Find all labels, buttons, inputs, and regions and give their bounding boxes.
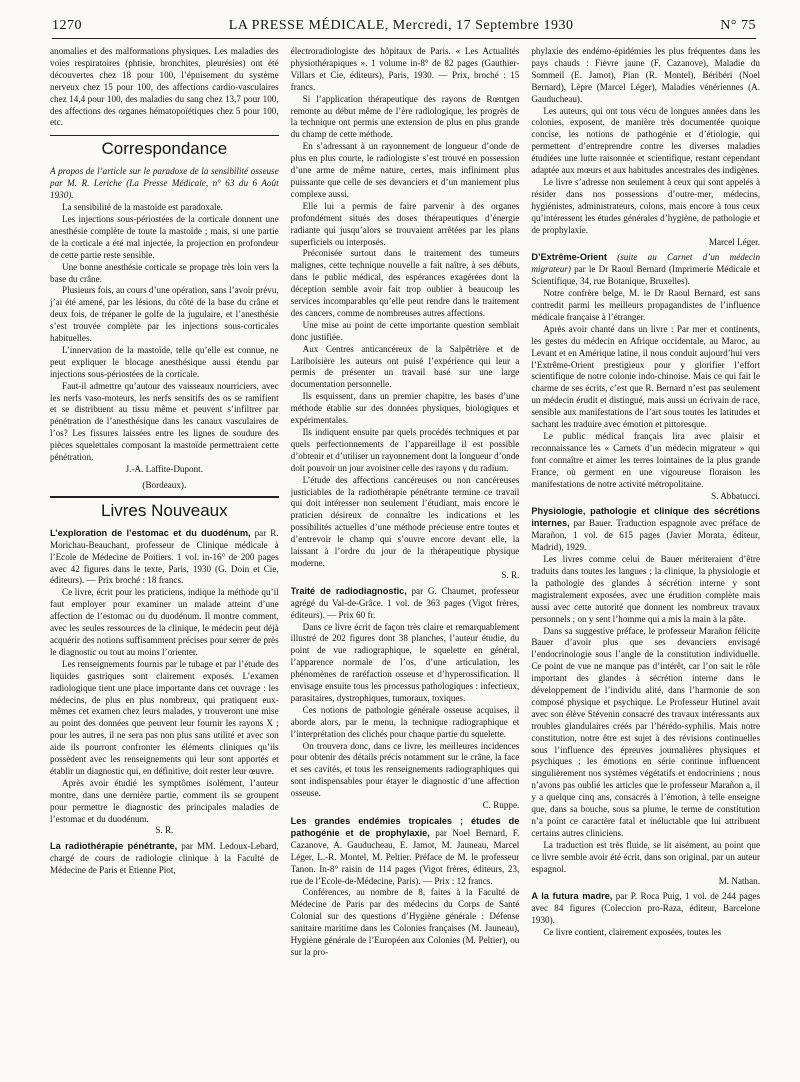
book-title: Physiologie, pathologie et clinique des sécrétions internes, xyxy=(531,506,760,529)
review-paragraph: Ces notions de pathologie générale osseuse acquises, il aborde alors, par le menu, la technique radiographique et l’interprétation des clichés pour chaque partie du squelette. xyxy=(290,704,520,739)
review-signature: S. R. xyxy=(501,569,520,580)
review-signature: S. R. xyxy=(155,825,174,836)
review-paragraph: On trouvera donc, dans ce livre, les meilleures incidences pour obtenir des détails précis notamment sur le crâne, la face et ses cavités, et tous les renseignements radiographiques qui sont indispensables pour étayer le diagnostic d’une affection osseuse. xyxy=(290,740,520,799)
review-paragraph: Dans sa suggestive préface, le professeur Marañon félicite Bauer d’avoir plus que ses devanciers envisagé l’endocrinologie sous l’angle de la constitution individuelle. Ce point de vue ne manque pas d’intérêt, car l’on sait le rôle important des glandes à sécrétion interne dans le développement de l’individu alité, dans l’harmonie de son composé physique et psychique. Le Professeur Hutinel avait avec son élève Stévenin consacré des travaux intéressants aux troubles glandulaires créés par l’hérédo-syphilis. Mais notre constitution, notre être est sujet à des révisions continuelles sous l’influence des épreuves journalières physiques et psychiques ; les émotions en série continue influencent singulièrement nos systèmes végétatifs et endocriniens ; nous n’avons pas oublié les articles que le professeur Marañon a, il y a quelque cinq ans, consacrés à l’émotion, à telle enseigne que, dans sa bouche, sous sa plume, le terme de constitution n’a point ce caractère fatal et inéluctable que lui attribuent certains autres cliniciens. xyxy=(531,625,760,838)
correspondance-paragraph: Les injections sous-périostées de la corticale donnent une anesthésie complète de toute la mastoïde ; mais, si une partie de la corticale a été mal injectée, la projection en profondeur de cette partie reste sensible. xyxy=(50,213,279,260)
review-paragraph: Le livre s’adresse non seulement à ceux qui sont appelés à résider dans nos possessions d’outre-mer, médecins, hygiénistes, administrateurs, colons, mais encore à tous ceux qu’intéressent les études générales d’hygiène, de pathologie et de prophylaxie. xyxy=(531,176,760,235)
review-paragraph: Les renseignements fournis par le tubage et par l’étude des liquides gastriques sont clairement exposés. L’examen radiologique tient une place importante dans cet ouvrage : les médecins, de plus en plus nombreux, qui pratiquent eux-mêmes cet examen chez leurs malades, y trouveront une mise au point des données que peuvent leur fournir les rayons X ; pour les autres, il ne sera pas non plus sans utilité et avec son aide ils pourront confronter les éléments cliniques qu’ils possèdent avec les renseignements qui leur sont apportés et établir un diagnostic qui, en définitive, doit rester leur œuvre. xyxy=(50,658,279,776)
book-biblio: par Noel Bernard, F. Cazanove, A. Gauducheau, E. Jamot, M. Jauneau, Marcel Léger, L.-R. Montel, M. Peltier. Préface de M. le professeur Tanon. In-8° raisin de 114 pages (Vigot frères, éditeurs, 23, rue de l’Ecole-de-Médecine, Paris). — Prix : 12 francs. xyxy=(290,827,520,886)
book-biblio: par R. Morichau-Beauchant, professeur de Clinique médicale à l’Ecole de Médecine de Poitiers. 1 vol. in-16° de 200 pages avec 42 figures dans le texte, Paris, 1930 (G. Doin et Cie, éditeurs). — Prix broché : 18 francs. xyxy=(50,527,279,586)
book-biblio: par MM. Ledoux-Lebard, chargé de cours de radiologie clinique à la Faculté de Médecine de Paris et Etienne Piot, xyxy=(50,841,279,876)
review-paragraph: Ce livre, écrit pour les praticiens, indique la méthode qu’il faut employer pour examiner un malade atteint d’une affection de l’estomac ou du duodénum. Il montre comment, avec les seules ressources de la clinique, le médecin peut déjà acquérir des notions suffisamment précises pour serrer de près le diagnostic ou tout au moins l’orienter. xyxy=(50,587,279,657)
book-entry xyxy=(291,586,520,622)
review-paragraph: Les livres comme celui de Bauer mériteraient d’être traduits dans toutes les langues ; la clinique, la physiologie et la pathologie des glandes à sécrétion interne y sont magistralement exposées, avec une érudition complète mais aussi avec cette autorité que donnent les nombreux travaux personnels ; on y sent l’homme qui a mis la main à la pâte. xyxy=(531,554,760,624)
correspondance-signature: J.-A. Laffite-Dupont. xyxy=(125,464,204,474)
correspondance-paragraph: Plusieurs fois, au cours d’une opération, sans l’avoir prévu, j’ai été amené, par les lésions, du côté de la base du crâne et deux fois, de trépaner le golfe de la jugulaire, et l’anesthésie s’est trouvée complète par les injections sous-corticales habituelles. xyxy=(50,285,279,344)
review-signature: M. Nathan. xyxy=(718,875,760,886)
review-paragraph: Notre confrère belge, M. le Dr Raoul Bernard, est sans contredit parmi les meilleurs propagandistes de l’influence médicale française à l’étranger. xyxy=(531,288,760,322)
page-number: 1270 xyxy=(52,18,82,33)
continued-text: électroradiologiste des hôpitaux de Paris. « Les Actualités physiothérapiques ». 1 volume in-8° de 82 pages (Gauthier-Villars et Cie, éditeurs), Paris, 1930. — Prix, broché : 15 francs. xyxy=(290,46,520,92)
book-title: A la futura madre, xyxy=(531,891,613,902)
divider xyxy=(50,135,279,136)
book-biblio: par le Dr Raoul Bernard (Imprimerie Médicale et Scientifique, 34, rue Botanique, Bruxelles). xyxy=(531,264,760,287)
livres-heading: Livres Nouveaux xyxy=(101,500,228,520)
review-paragraph: Si l’application thérapeutique des rayons de Rœntgen remonte au début même de l’ère radiologique, les progrès de la technique ont permis une extension de plus en plus grande du champ de cette méthode. xyxy=(290,93,520,140)
correspondance-paragraph: Faut-il admettre qu’autour des vaisseaux nourriciers, avec les nerfs vaso-moteurs, les nerfs sensitifs des os se ramifient et se distribuent au tissu même et peuvent s’infiltrer par pénétration de l’anesthésique dans les canaux vasculaires de l’os? Les fissures laissées entre les lignes de soudure des pièces squelettales composant la mastoïde permettraient cette pénétration. xyxy=(50,380,279,463)
book-entry xyxy=(291,816,520,887)
review-paragraph: Une mise au point de cette importante question semblait donc justifiée. xyxy=(290,319,520,342)
correspondance-place: (Bordeaux). xyxy=(142,479,187,490)
review-paragraph: Dans ce livre écrit de façon très claire et remarquablement illustré de 202 figures dont 38 planches, l’auteur étudie, du point de vue radiographique, le squelette en général, l’apparence normale de l’os, d’une articulation, les phénomènes de raréfaction osseuse et d’hyperossification. Il envisage ensuite tous les processus pathologiques : infectieux, parasitaires, dystrophiques, tumoraux, toxiques. xyxy=(290,621,520,703)
book-title: D’Extrême-Orient xyxy=(531,252,607,263)
correspondance-heading: Correspondance xyxy=(101,139,228,159)
review-signature: S. Abbatucci. xyxy=(711,490,760,501)
book-entry xyxy=(531,506,760,554)
book-biblio: par P. Roca Puig, 1 vol. de 244 pages avec 84 figures (Coleccion pro-Raza, éditeur, Barcelone 1930). xyxy=(531,891,760,926)
correspondance-paragraph: L’innervation de la mastoïde, telle qu’elle est connue, ne peut expliquer le blocage anesthésique aussi étendu par injections sous-périostées de la corticale. xyxy=(50,344,279,379)
book-entry xyxy=(531,252,760,288)
review-paragraph: L’étude des affections cancéreuses ou non cancéreuses justiciables de la radiothérapie pénétrante termine ce travail qui doit intéresser non seulement l’étudiant, mais encore le praticien désireux de connaître les indications et les possibilités actuelles d’une méthode précieuse entre toutes et d’entrevoir le champ qui s’ouvre encore devant elle, la laissant à l’ordre du jour de la thérapeutique physique moderne. xyxy=(290,474,520,568)
book-biblio: par G. Chaumet, professeur agrégé du Val-de-Grâce. 1 vol. de 363 pages (Vigot frères, éditeurs). — Prix 60 fr. xyxy=(290,585,520,620)
review-paragraph: Le public médical français lira avec plaisir et reconnaissance les « Carnets d’un médecin migrateur » qui font connaître et aimer les terres lointaines de la plus grande France, où germent en une vigoureuse floraison les manifestations de notre activité métropolitaine. xyxy=(531,431,760,489)
review-paragraph: La traduction est très fluide, se lit aisément, au point que ce livre semble avoir été écrit, dans son original, par un auteur espagnol. xyxy=(531,839,760,874)
review-paragraph: Ils esquissent, dans un premier chapitre, les bases d’une méthode établie sur des données physiques, biologiques et expérimentales. xyxy=(290,391,520,426)
correspondance-intro: A propos de l’article sur le paradoxe de la sensibilité osseuse par M. R. Leriche (La Presse Médicale, n° 63 du 6 Août 1930). xyxy=(50,166,279,201)
review-paragraph: Ils indiquent ensuite par quels procédés techniques et par quels perfectionnements de l’appareillage il est possible d’obtenir et d’utiliser un rayonnement dont la longueur d’onde doit pouvoir un jour avoisiner celle des rayons γ du radium. xyxy=(290,427,520,473)
review-paragraph: Ce livre contient, clairement exposées, toutes les xyxy=(543,927,722,938)
correspondance-paragraph: Une bonne anesthésie corticale se propage très loin vers la base du crâne. xyxy=(50,261,279,284)
book-subtitle: (suite au Carnet d’un médecin migrateur) xyxy=(531,252,760,275)
review-signature: C. Ruppe. xyxy=(482,800,520,811)
journal-title: LA PRESSE MÉDICALE, Mercredi, 17 Septembre 1930 xyxy=(228,18,574,33)
book-entry xyxy=(50,528,279,588)
column-3 xyxy=(531,46,760,1072)
book-entry xyxy=(50,841,279,877)
review-paragraph: Les auteurs, qui ont tous vécu de longues années dans les colonies, exposent, de manière très documentée quoique concise, les notions de pathogénie et d’étiologie, qui permettent d’entreprendre contre les diverses maladies étudiées une lutte raisonnée et scientifique, restant cependant adaptée aux mœurs et aux habitudes ancestrales des indigènes. xyxy=(531,105,760,176)
review-paragraph: En s’adressant à un rayonnement de longueur d’onde de plus en plus courte, le radiologiste s’est trouvé en possession d’une arme de même nature, certes, mais infiniment plus puissante que celle de ses devanciers et d’un maniement plus complexe aussi. xyxy=(290,141,520,199)
book-entry xyxy=(531,891,760,927)
column-1 xyxy=(50,46,279,1072)
book-biblio: par Bauer. Traduction espagnole avec préface de Marañon, 1 vol. de 615 pages (Javier Morata, éditeur, Madrid), 1929. xyxy=(531,518,760,553)
review-paragraph: Elle lui a permis de faire parvenir à des organes profondément situés des doses thérapeutiques d’énergie radiante qui jusqu’alors se trouvaient arrêtées par les plans superficiels ou interposés. xyxy=(290,200,520,247)
review-paragraph: Après avoir chanté dans un livre : Par mer et continents, les gestes du médecin en Afrique occidentale, au Maroc, au Levant et en Amérique latine, il nous conduit aujourd’hui vers l’Extrême-Orient prestigieux pour y glorifier l’effort scientifique de notre colonie indo-chinoise. Mais ce qui fait le charme de ses écrits, c’est que R. Bernard n’est pas seulement un médecin érudit et distingué, mais aussi un écrivain de race, sensible aux manifestations de l’art sous toutes les latitudes et sachant les traduire avec émotion et pittoresque. xyxy=(531,323,760,430)
book-title: Les grandes endémies tropicales ; études de pathogénie et de prophylaxie, xyxy=(290,816,520,838)
book-title: Traité de radiodiagnostic, xyxy=(290,585,407,596)
issue-number: N° 75 xyxy=(720,18,756,33)
correspondance-paragraph: La sensibilité de la mastoïde est paradoxale. xyxy=(62,202,223,213)
review-signature: Marcel Léger. xyxy=(708,236,760,247)
review-paragraph: Aux Centres anticancéreux de la Salpêtrière et de Lariboisière les auteurs ont puisé l’expérience qui leur a permis de présenter un travail basé sur une large documentation personnelle. xyxy=(290,343,520,390)
text-columns xyxy=(50,46,760,1072)
review-paragraph: Conférences, au nombre de 8, faites à la Faculté de Médecine de Paris par des médecins du Corps de Santé Colonial sur des questions d’Hygiène générale : Défense sanitaire maritime dans les Colonies françaises (M. Jauneau), Hygiène générale de l’Européen aux Colonies (M. Peltier), ou sur la pro- xyxy=(290,887,520,957)
review-paragraph: Après avoir étudié les symptômes isolément, l’auteur montre, dans une dernière partie, comment ils se groupent pour permettre le diagnostic des principales maladies de l’estomac et du duodénum. xyxy=(50,777,279,824)
book-title: La radiothérapie pénétrante, xyxy=(50,841,178,852)
book-title: L’exploration de l’estomac et du duodénum, xyxy=(50,527,251,538)
continued-text: phylaxie des endémo-épidémies les plus fréquentes dans les pays chauds : Fièvre jaune (F. Cazanove), Maladie du Sommeil (E. Jamot), Pian (R. Montel), Béribéri (Noel Bernard), Lèpre (Marcel Léger), Maladies vénériennes (A. Gauducheau). xyxy=(531,46,760,104)
divider xyxy=(50,496,279,498)
review-paragraph: Préconisée surtout dans le traitement des tumeurs malignes, cette technique nouvelle a fait naître, à ses débuts, dans le public médical, des espérances exagérées dont la déception semble avoir fait trop oublier à beaucoup les services incomparables qu’elle peut rendre dans le traitement des cancers, comme de nombreuses autres affections. xyxy=(290,248,520,318)
continued-text: anomalies et des malformations physiques. Les maladies des voies respiratoires (phtisie, bronchites, pleurésies) ont été découvertes chez 18 pour 100, l’épuisement du système nerveux chez 15 pour 100, des affections cardio-vasculaires chez 14,4 pour 100, des maladies du sang chez 13,7 pour 100, des affections des organes hématopoïétiques chez 5 pour 100, etc. xyxy=(50,46,279,128)
column-2 xyxy=(291,46,520,1072)
page-header xyxy=(52,14,756,39)
